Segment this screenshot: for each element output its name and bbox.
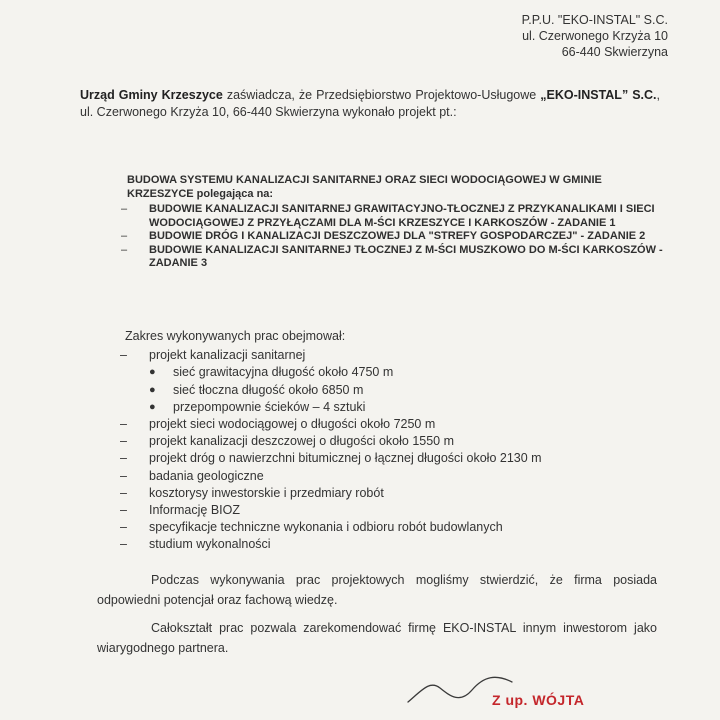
project-item: – BUDOWIE DRÓG I KANALIZACJI DESZCZOWEJ DLA "STREFY GOSPODARCZEJ" - ZADANIE 2 xyxy=(121,230,646,242)
letterhead-street: ul. Czerwonego Krzyża 10 xyxy=(522,29,668,43)
project-item: – BUDOWIE KANALIZACJI SANITARNEJ TŁOCZNEJ Z M-ŚCI MUSZKOWO DO M-ŚCI KARKOSZÓW - ZADANIE 3 xyxy=(121,243,663,269)
scope-of-work xyxy=(120,328,542,554)
project-items-list xyxy=(121,203,667,271)
scope-subitem: ● przepompownie ścieków – 4 sztuki xyxy=(149,399,366,414)
letterhead-address xyxy=(522,12,668,60)
project-item: – BUDOWIE KANALIZACJI SANITARNEJ GRAWITACYJNO-TŁOCZNEJ Z PRZYKANALIKAMI I SIECI WODOCIĄGOWEJ Z PRZYŁĄCZAMI DLA M-ŚCI KRZESZYCE I KARKOSZÓW - ZADANIE 1 xyxy=(121,203,655,229)
scope-item: – projekt kanalizacji sanitarnej xyxy=(120,348,306,363)
scope-list xyxy=(120,347,542,553)
closing-paragraph-1: Podczas wykonywania prac projektowych mogliśmy stwierdzić, że firma posiada odpowiedni potencjał oraz fachową wiedzę. xyxy=(97,573,657,607)
intro-issuer: Urząd Gminy Krzeszyce xyxy=(80,88,223,102)
scope-item: – kosztorysy inwestorskie i przedmiary robót xyxy=(120,485,384,500)
scope-subitem: ● sieć grawitacyjna długość około 4750 m xyxy=(149,365,394,380)
letterhead-city: 66-440 Skwierzyna xyxy=(561,45,668,59)
scope-item: – projekt sieci wodociągowej o długości około 7250 m xyxy=(120,417,436,432)
intro-paragraph xyxy=(80,87,660,121)
scope-sublist xyxy=(125,364,542,416)
scope-item: – projekt kanalizacji deszczowej o długości około 1550 m xyxy=(120,434,455,449)
project-heading: BUDOWA SYSTEMU KANALIZACJI SANITARNEJ ORAZ SIECI WODOCIĄGOWEJ W GMINIE KRZESZYCE polegająca na: xyxy=(127,174,602,200)
closing-paragraph-2: Całokształt prac pozwala zarekomendować firmę EKO-INSTAL innym inwestorom jako wiarygodnego partnera. xyxy=(97,621,657,655)
scope-item: – badania geologiczne xyxy=(120,468,264,483)
letterhead-company: P.P.U. "EKO-INSTAL" S.C. xyxy=(521,13,668,27)
scope-item: – studium wykonalności xyxy=(120,537,271,552)
stamp-text: Z up. WÓJTA xyxy=(492,692,585,708)
intro-text-b: , ul. Czerwonego Krzyża 10, 66-440 Skwierzyna wykonało projekt pt.: xyxy=(80,88,660,119)
scope-heading: Zakres wykonywanych prac obejmował: xyxy=(125,329,346,343)
intro-company: „EKO-INSTAL” S.C. xyxy=(540,88,657,102)
scope-item: – projekt dróg o nawierzchni bitumicznej o łącznej długości około 2130 m xyxy=(120,451,542,466)
scope-subitem: ● sieć tłoczna długość około 6850 m xyxy=(149,382,364,397)
intro-text-a: zaświadcza, że Przedsiębiorstwo Projektowo-Usługowe xyxy=(222,88,541,102)
project-title-block xyxy=(121,174,667,271)
scope-sublist-wrapper xyxy=(125,364,542,416)
scope-item: – specyfikacje techniczne wykonania i odbioru robót budowlanych xyxy=(120,520,503,535)
scope-item: – Informację BIOZ xyxy=(120,503,240,518)
